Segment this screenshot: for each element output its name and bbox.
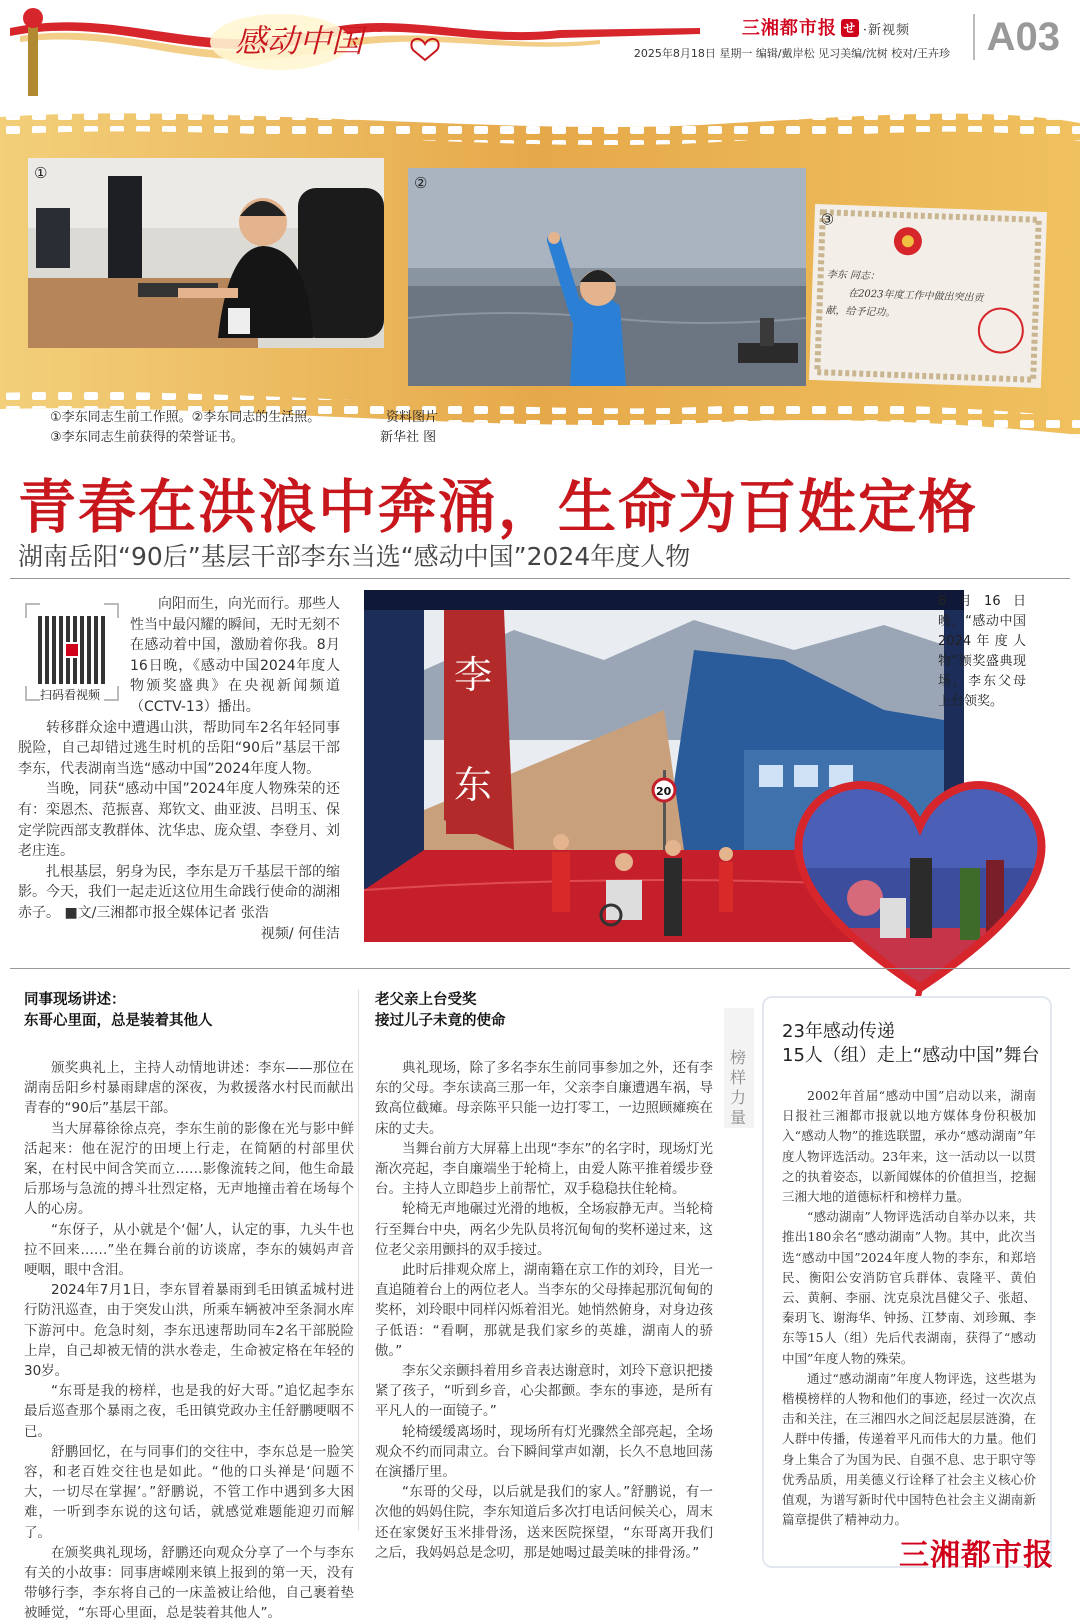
intro-paragraph-4: 扎根基层，躬身为民，李东是万千基层干部的缩影。今天，我们一起走近这位用生命践行使命的湖湘赤子。 ■文/三湘都市报全媒体记者 张浩 bbox=[18, 863, 340, 921]
photo-number-2: ② bbox=[414, 174, 428, 192]
footer-brand-logo: 三湘都市报 bbox=[899, 1538, 1054, 1573]
name-char-1: 李 bbox=[454, 653, 493, 697]
qr-label: 扫码看视频 bbox=[40, 688, 101, 702]
brand-sub: ·新视频 bbox=[862, 23, 910, 38]
lake-scene bbox=[408, 168, 806, 386]
colleague-paragraph: 2024年7月1日，李东冒着暴雨到毛田镇孟城村进行防汛巡查，由于突发山洪，所乘车辆被冲至条洞水库下游河中。危急时刻，李东迅速帮助同车2名干部脱险上岸，自己却被无情的洪水卷走，生命被定格在年轻的30岁。 bbox=[24, 1282, 354, 1380]
sidebar-paragraph: 2002年首届“感动中国”启动以来，湖南日报社三湘都市报就以地方媒体身份积极加入“感动人物”的推选联盟，承办“感动湖南”年度人物评选活动。23年来，这一活动以一以贯之的执着姿态，以新闻媒体的价值担当，挖掘三湘大地的道德标杆和榜样力量。 bbox=[782, 1088, 1036, 1205]
certificate-line-2: 在2023年度工作中做出突出贡 bbox=[847, 288, 984, 304]
colleague-paragraph: 舒鹏回忆，在与同事们的交往中，李东总是一脸笑容，和老百姓交往也是如此。“他的口头禅是‘问题不大，一切尽在掌握’。”舒鹏说，不管工作中遇到多大困难，一听到李东说的这句话，就感觉难题能迎刃而解了。 bbox=[24, 1443, 354, 1541]
colleague-paragraph: “东哥是我的榜样，也是我的好大哥。”追忆起李东最后巡查那个暴雨之夜，毛田镇党政办主任舒鹏哽咽不已。 bbox=[24, 1383, 354, 1440]
divider-middle bbox=[10, 968, 1070, 969]
headline: 青春在洪浪中奔涌，生命为百姓定格 bbox=[18, 473, 979, 541]
brand-icon: せ bbox=[841, 19, 859, 37]
colleague-paragraph: 颁奖典礼上，主持人动情地讲述：李东——那位在湖南岳阳乡村暴雨肆虐的深夜，为救援落水村民而献出青春的“90后”基层干部。 bbox=[24, 1060, 354, 1117]
colleague-paragraph: 在颁奖典礼现场，舒鹏还向观众分享了一个与李东有关的小故事：同事唐嵘刚来镇上报到的第一天，没有带够行李，李东将自己的一床盖被让给他，自己裹着垫被睡觉，“东哥心里面，总是装着其他人”。 bbox=[24, 1544, 354, 1622]
road-sign-text: 20 bbox=[656, 785, 672, 798]
masthead bbox=[0, 0, 1080, 100]
name-banner bbox=[446, 614, 502, 834]
ribbon-banner bbox=[0, 0, 700, 100]
section-heading-father-line-2: 接过儿子未竟的使命 bbox=[375, 1013, 506, 1029]
photo-number-1: ① bbox=[34, 164, 48, 182]
name-char-2: 东 bbox=[454, 763, 493, 807]
intro-byline-video: 视频/ 何佳洁 bbox=[260, 925, 340, 942]
sidebar-text bbox=[782, 1086, 1036, 1530]
page-number: A03 bbox=[973, 14, 1060, 60]
section-heading-father bbox=[375, 990, 713, 1032]
sidebar-title-line-2: 15人（组）走上“感动中国”舞台 bbox=[782, 1045, 1040, 1066]
intro-paragraph-3: 当晚，同获“感动中国”2024年度人物殊荣的还有：栾恩杰、范振喜、郑钦文、曲亚波、吕明玉、保定学院西部支教群体、沈华忠、庞众望、李登月、刘老庄连。 bbox=[18, 781, 340, 860]
divider-top bbox=[10, 578, 1070, 579]
photo-office bbox=[28, 158, 384, 348]
photo-certificate bbox=[809, 204, 1047, 388]
sidebar-paragraph: 通过“感动湖南”年度人物评选，这些堪为楷模榜样的人物和他们的事迹，经过一次次点击和关注，在三湘四水之间泛起层层涟漪，在人群中传播，传递着平凡而伟大的力量。他们身上集合了为国为民、自强不息、忠于职守等优秀品质，用美德义行诠释了社会主义核心价值观，为谱写新时代中国特色社会主义湖南新篇章提供了精神动力。 bbox=[782, 1370, 1036, 1528]
certificate-text bbox=[825, 266, 1037, 327]
brand-logo-text bbox=[742, 14, 910, 40]
father-paragraph: “东哥的父母，以后就是我们的家人。”舒鹏说，有一次他的妈妈住院，李东知道后多次打电话问候关心，周末还在家煲好玉米排骨汤，送来医院探望，“东哥离开我们之后，我妈妈总是念叨，那是她喝过最美味的排骨汤。” bbox=[375, 1484, 713, 1561]
intro-text bbox=[18, 594, 340, 944]
side-tag: 榜样力量 bbox=[729, 1048, 746, 1127]
photo-credit bbox=[380, 408, 438, 448]
colleague-paragraph: “东伢子，从小就是个‘倔’人，认定的事，九头牛也拉不回来……”坐在舞台前的访谈席，李东的姨妈声音哽咽，眼中含泪。 bbox=[24, 1221, 354, 1279]
sidebar-paragraph: “感动湖南”人物评选活动自举办以来，共推出180余名“感动湖南”人物。其中，此次当选“感动中国”2024年度人物的李东，和郑培民、衡阳公安消防官兵群体、袁隆平、黄伯云、黄舸、李丽、沈克泉沈昌健父子、张超、秦玥飞、谢海华、钟扬、江梦南、刘珍珮、李东等15人（组）先后代表湖南，获得了“感动中国”年度人物的殊荣。 bbox=[782, 1209, 1036, 1366]
father-paragraph: 李东父亲颤抖着用乡音表达谢意时，刘玲下意识把搂紧了孩子，“听到乡音，心尖都颤。李东的事迹，是所有平凡人的一面镜子。” bbox=[375, 1363, 713, 1420]
sidebar-title bbox=[782, 1020, 1042, 1068]
stage-caption: 8月16日晚，“感动中国2024年度人物”颁奖盛典现场，李东父母上台领奖。 bbox=[938, 594, 1026, 709]
section-heading-colleague-line-2: 东哥心里面，总是装着其他人 bbox=[24, 1013, 213, 1029]
photo-credit-line-2: 新华社 图 bbox=[380, 430, 437, 445]
intro-paragraph-2: 转移群众途中遭遇山洪，帮助同车2名年轻同事脱险，自己却错过逃生时机的岳阳“90后”基层干部李东，代表湖南当选“感动中国”2024年度人物。 bbox=[18, 719, 340, 777]
photo-caption-line-1: ①李东同志生前工作照。②李东同志的生活照。 bbox=[50, 410, 321, 425]
office-scene bbox=[28, 158, 384, 348]
father-paragraph: 轮椅无声地碾过光滑的地板，全场寂静无声。当轮椅行至舞台中央，两名少先队员将沉甸甸的奖杯递过来，这位老父亲用颤抖的双手接过。 bbox=[375, 1201, 713, 1258]
sidebar-title-line-1: 23年感动传递 bbox=[782, 1021, 895, 1042]
photo-credit-line-1: 资料图片 bbox=[386, 410, 439, 425]
father-paragraph: 轮椅缓缓离场时，现场所有灯光骤然全部亮起，全场观众不约而同肃立。台下瞬间掌声如潮，长久不息地回荡在演播厅里。 bbox=[375, 1423, 713, 1481]
dateline: 2025年8月18日 星期一 编辑/戴岸松 见习美编/沈树 校对/王卉珍 bbox=[633, 47, 950, 60]
photo-lake bbox=[408, 168, 806, 386]
section-heading-colleague bbox=[24, 990, 354, 1032]
heart-inset bbox=[770, 748, 1070, 1018]
photo-caption-line-2: ③李东同志生前获得的荣誉证书。 bbox=[50, 430, 244, 445]
photo-number-3: ③ bbox=[820, 210, 835, 229]
colleague-paragraph: 当大屏幕徐徐点亮，李东生前的影像在光与影中鲜活起来：他在泥泞的田埂上行走，在简陋的村部里伏案，在村民中间含笑而立……影像流转之间，他生命最后那场与急流的搏斗壮烈定格，无声地撞击着在场每个人的心房。 bbox=[24, 1120, 354, 1218]
father-paragraph: 当舞台前方大屏幕上出现“李东”的名字时，现场灯光渐次亮起，李自廉端坐于轮椅上，由爱人陈平推着缓步登台。主持人立即趋步上前帮忙，双手稳稳扶住轮椅。 bbox=[375, 1140, 713, 1198]
article-column-father bbox=[375, 990, 713, 1563]
column-divider bbox=[358, 990, 359, 1530]
column-name-text: 感动中国 bbox=[235, 22, 364, 60]
brand-name: 三湘都市报 bbox=[741, 18, 837, 39]
section-heading-colleague-line-1: 同事现场讲述： bbox=[24, 992, 126, 1008]
certificate-line-1: 李东 同志： bbox=[826, 269, 881, 283]
certificate-line-3: 献，给予记功。 bbox=[825, 305, 896, 319]
intro-paragraph-1: 向阳而生，向光而行。那些人性当中最闪耀的瞬间，无时无刻不在感动着中国，激励着你我。8月16日晚，《感动中国2024年度人物颁奖盛典》在央视新闻频道（CCTV-13）播出。 bbox=[130, 596, 340, 715]
father-paragraph: 典礼现场，除了多名李东生前同事参加之外，还有李东的父母。李东读高三那一年，父亲李自廉遭遇车祸，导致高位截瘫。母亲陈平只能一边打零工，一边照顾瘫痪在床的丈夫。 bbox=[375, 1060, 713, 1137]
father-paragraph: 此时后排观众席上，湖南籍在京工作的刘玲，目光一直追随着台上的两位老人。当李东的父母捧起那沉甸甸的奖杯，刘玲眼中同样闪烁着泪光。她悄然俯身，对身边孩子低语：“看啊，那就是我们家乡的英雄，湖南人的骄傲。” bbox=[375, 1262, 713, 1359]
photo-caption bbox=[50, 408, 320, 448]
article-column-colleague bbox=[24, 990, 354, 1624]
subheadline: 湖南岳阳“90后”基层干部李东当选“感动中国”2024年度人物 bbox=[18, 542, 691, 571]
section-heading-father-line-1: 老父亲上台受奖 bbox=[375, 992, 477, 1008]
